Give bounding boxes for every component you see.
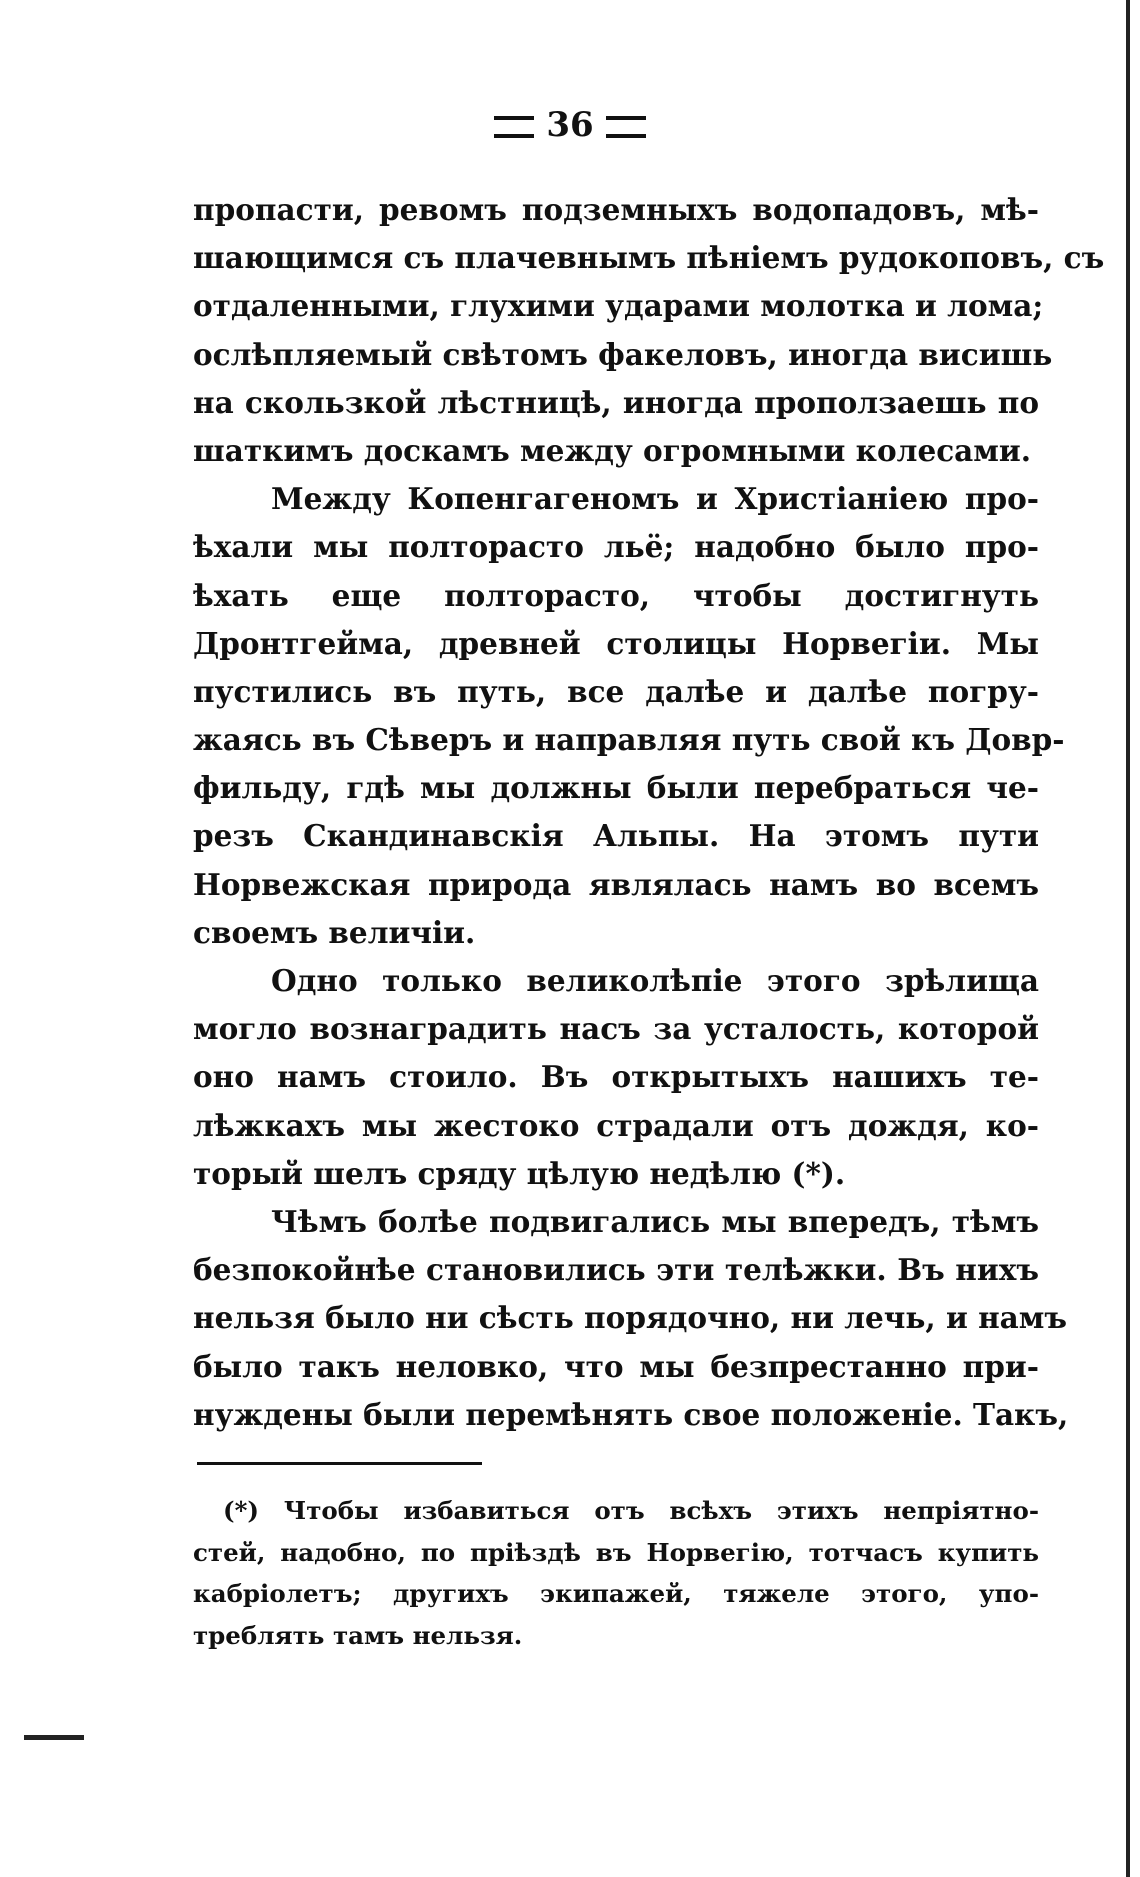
text-line: Одно только великолѣпіе этого зрѣлища (271, 963, 1039, 998)
running-head (0, 105, 1140, 145)
text-line: ѣхать еще полторасто, чтобы достигнуть (193, 577, 1039, 613)
text-line: Дронтгейма, древней столицы Норвегіи. Мы (193, 625, 1039, 661)
text-line: ѣхали мы полторасто льё; надобно было про- (193, 529, 1039, 565)
text-line: пропасти, ревомъ подземныхъ водопадовъ, мѣ- (193, 192, 1039, 227)
footnote-line: (*) Чтобы избавиться отъ всѣхъ этихъ непріятно- (223, 1496, 1039, 1525)
text-line: торый шелъ сряду цѣлую недѣлю (*). (193, 1155, 846, 1191)
page-edge-shadow (1126, 0, 1130, 1877)
text-line: Между Копенгагеномъ и Христіаніею про- (271, 481, 1039, 517)
text-line: резъ Скандинавскія Альпы. На этомъ пути (193, 818, 1039, 854)
text-line: нуждены были перемѣнять свое положеніе. Такъ, (193, 1396, 1069, 1432)
text-line: пустились въ путь, все далѣе и далѣе погру- (193, 673, 1039, 709)
text-line: отдаленными, глухими ударами молотка и лома; (193, 288, 1044, 324)
page-number: 36 (546, 105, 594, 145)
text-line: шаткимъ доскамъ между огромными колесами. (193, 432, 1032, 468)
text-line: фильду, гдѣ мы должны были перебраться че- (193, 770, 1039, 806)
text-line: могло вознаградить насъ за усталость, которой (193, 1011, 1039, 1047)
text-line: на скользкой лѣстницѣ, иногда проползаешь по (193, 384, 1039, 420)
footnote (193, 1490, 1039, 1656)
text-line: Норвежская природа являлась намъ во всемъ (193, 866, 1039, 902)
text-line: лѣжкахъ мы жестоко страдали отъ дождя, ко- (193, 1107, 1039, 1143)
footnote-divider (197, 1462, 482, 1465)
margin-mark (24, 1735, 84, 1740)
text-line: Чѣмъ болѣе подвигались мы впередъ, тѣмъ (271, 1203, 1039, 1239)
text-line: ослѣпляемый свѣтомъ факеловъ, иногда висишь (193, 336, 1053, 372)
text-line: оно намъ стоило. Въ открытыхъ нашихъ те- (193, 1059, 1039, 1095)
footnote-line: стей, надобно, по пріѣздѣ въ Норвегію, тотчасъ купить (193, 1537, 1039, 1567)
ornament-right (606, 116, 646, 138)
text-line: жаясь въ Сѣверъ и направляя путь свой къ Довр- (193, 722, 1065, 758)
text-line: своемъ величіи. (193, 914, 476, 950)
text-line: безпокойнѣе становились эти телѣжки. Въ нихъ (193, 1252, 1039, 1288)
ornament-left (494, 116, 534, 138)
text-line: шающимся съ плачевнымъ пѣніемъ рудокоповъ, съ (193, 240, 1105, 276)
main-text (193, 186, 1105, 1439)
text-line: было такъ неловко, что мы безпрестанно при- (193, 1348, 1039, 1384)
text-line: нельзя было ни сѣсть порядочно, ни лечь, и намъ (193, 1300, 1068, 1336)
footnote-line: кабріолетъ; другихъ экипажей, тяжеле этого, упо- (193, 1579, 1039, 1608)
footnote-line: треблять тамъ нельзя. (193, 1620, 523, 1650)
